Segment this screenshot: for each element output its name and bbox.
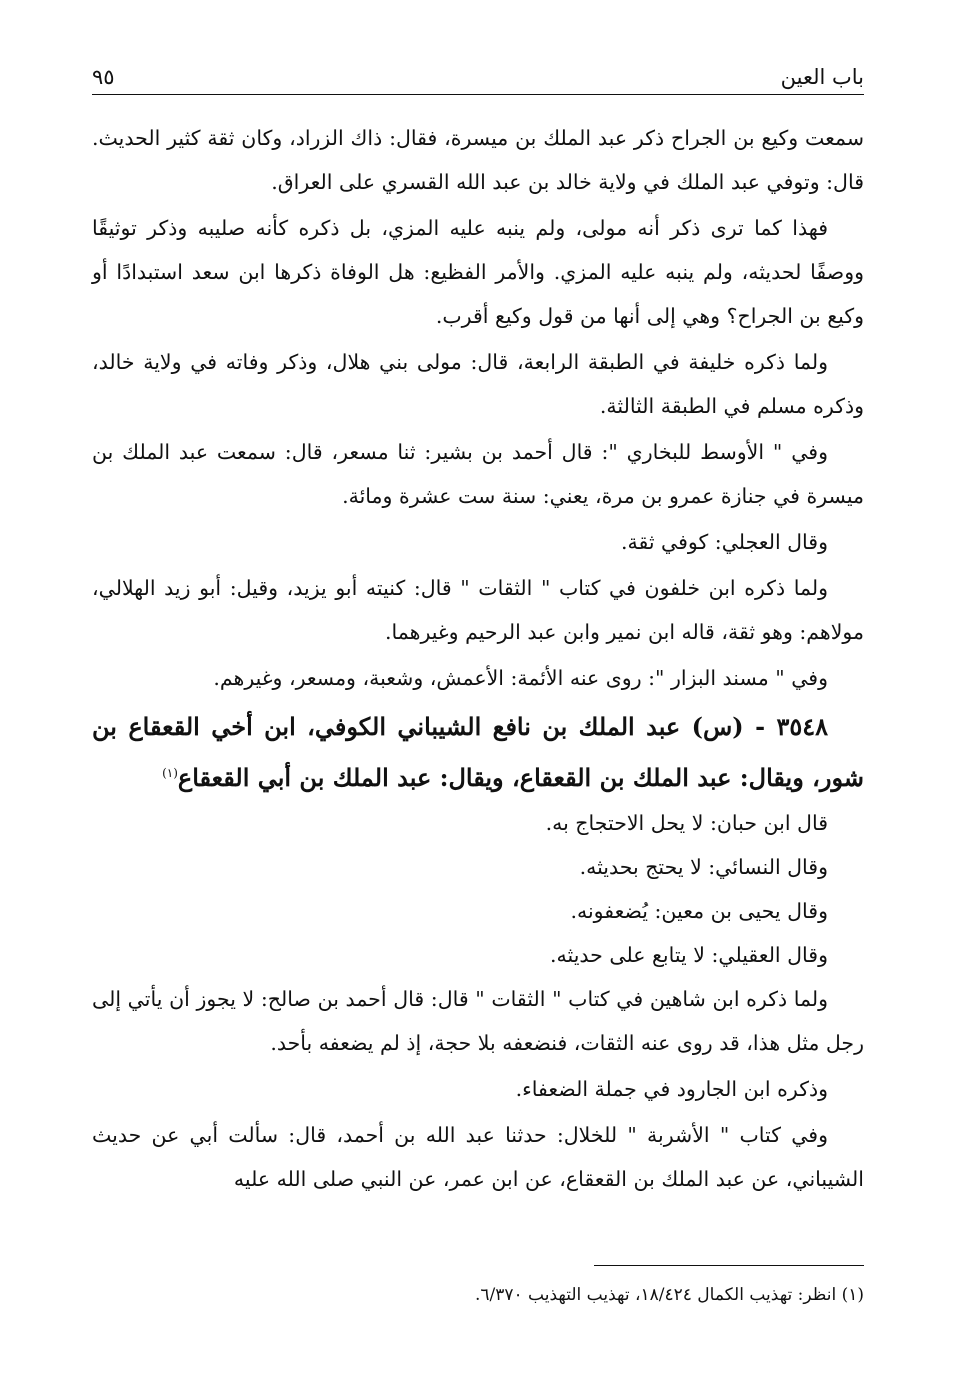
paragraph: وفي " مسند البزار ": روى عنه الأئمة: الأعمش، وشعبة، ومسعر، وغيرهم. — [213, 666, 828, 690]
section-title: باب العين — [780, 65, 864, 89]
paragraph: فهذا كما ترى ذكر أنه مولى، ولم ينبه عليه المزي، بل ذكره كأنه صليبه وذكر توثيقًا ووصفًا لحديثه، ولم ينبه عليه المزي. والأمر الفظيع: هل الوفاة ذكرها ابن سعد استبدادًا أو وكيع بن الجراح؟ وهي إلى أنها من قول وكيع أقرب. — [92, 216, 864, 328]
paragraph: سمعت وكيع بن الجراح ذكر عبد الملك بن ميسرة، فقال: ذاك الزراد، وكان ثقة كثير الحديث. قال: وتوفي عبد الملك في ولاية خالد بن عبد الله القسري على العراق. — [92, 126, 864, 194]
paragraph: وذكره ابن الجارود في جملة الضعفاء. — [515, 1077, 828, 1101]
quote-line: قال ابن حبان: لا يحل الاحتجاج به. — [545, 811, 828, 835]
paragraph: ولما ذكره ابن شاهين في كتاب " الثقات " قال: قال أحمد بن صالح: لا يجوز أن يأتي إلى رجل مثل هذا، قد روى عنه الثقات، فنضعفه بلا حجة، إذ لم يضعفه بأحد. — [92, 987, 864, 1055]
footnote-marker: (١) — [162, 766, 178, 780]
paragraph: ولما ذكره خليفة في الطبقة الرابعة، قال: مولى بني هلال، وذكر وفاته في ولاية خالد، وذكره مسلم في الطبقة الثالثة. — [92, 350, 864, 418]
quote-line: وقال العقيلي: لا يتابع على حديثه. — [550, 943, 828, 967]
quote-line: وقال يحيى بن معين: يُضعفونه. — [570, 899, 828, 923]
paragraph: وفي " الأوسط للبخاري ": قال أحمد بن بشير: ثنا مسعر، قال: سمعت عبد الملك بن ميسرة في جنازة عمرو بن مرة، يعني: سنة ست عشرة ومائة. — [92, 440, 864, 508]
paragraph: ولما ذكره ابن خلفون في كتاب " الثقات " قال: كنيته أبو يزيد، وقيل: أبو زيد الهلالي، مولاهم: وهو ثقة، قاله ابن نمير وابن عبد الرحيم وغيرهما. — [92, 576, 864, 644]
paragraph: وقال العجلي: كوفي ثقة. — [620, 530, 828, 554]
footnote: (١) انظر: تهذيب الكمال ١٨/٤٢٤، تهذيب التهذيب ٦/٣٧٠. — [474, 1285, 864, 1305]
main-text — [92, 116, 864, 1203]
running-header — [92, 60, 864, 95]
footnote-divider — [594, 1265, 864, 1266]
entry-heading — [92, 704, 864, 801]
entry-heading-text: ٣٥٤٨ - (س) عبد الملك بن نافع الشيباني الكوفي، ابن أخي القعقاع بن شور، ويقال: عبد الملك بن القعقاع، ويقال: عبد الملك بن أبي القعقاع — [92, 712, 864, 792]
paragraph: وفي كتاب " الأشربة " للخلال: حدثنا عبد الله بن أحمد، قال: سألت أبي عن حديث الشيباني، عن عبد الملك بن القعقاع، عن ابن عمر، عن النبي صلى الله عليه — [92, 1123, 864, 1191]
page-number: ٩٥ — [92, 65, 115, 89]
quote-line: وقال النسائي: لا يحتج بحديثه. — [579, 855, 828, 879]
